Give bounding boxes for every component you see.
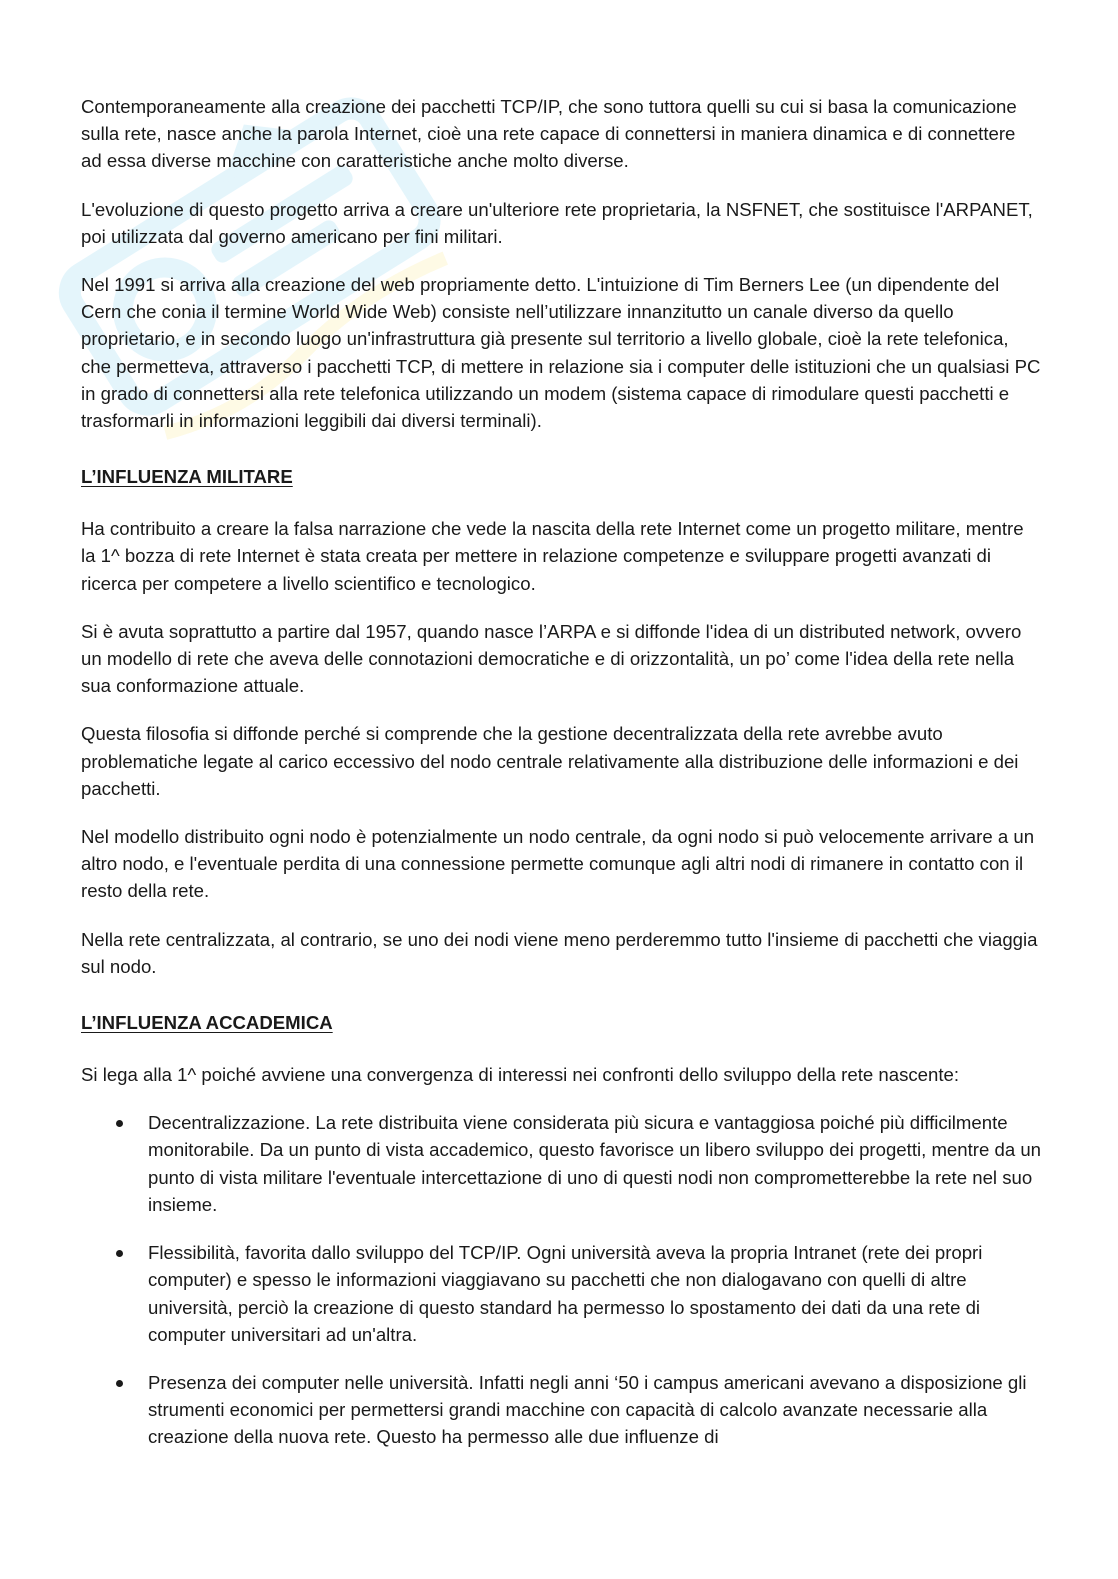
military-paragraph-4: Nel modello distribuito ogni nodo è potenzialmente un nodo centrale, da ogni nodo si può velocemente arrivare a un altro nodo, e l'eventuale perdita di una connessione permette comunque agli altri nodi di rimanere in contatto con il resto della rete.	[81, 826, 1035, 902]
military-paragraph-3: Questa filosofia si diffonde perché si comprende che la gestione decentralizzata della rete avrebbe avuto problematiche legate al carico eccessivo del nodo centrale relativamente alla distribuzione delle informazioni e dei pacchetti.	[81, 723, 1019, 799]
bullet-text: Flessibilità, favorita dallo sviluppo del TCP/IP. Ogni università aveva la propria Intranet (rete dei propri computer) e spesso le informazioni viaggiavano su pacchetti che non dialogavano con quelli di altre università, perciò la creazione di questo standard ha permesso lo spostamento dei dati da una rete di computer universitari ad un'altra.	[148, 1242, 983, 1345]
intro-paragraph-3: Nel 1991 si arriva alla creazione del web propriamente detto. L'intuizione di Tim Berners Lee (un dipendente del Cern che conia il termine World Wide Web) consiste nell’utilizzare innanzitutto un canale diverso da quello proprietario, e in secondo luogo un'infrastruttura già presente sul territorio a livello globale, cioè la rete telefonica, che permetteva, attraverso i pacchetti TCP, di mettere in relazione sia i computer delle istituzioni che un qualsiasi PC in grado di connettersi alla rete telefonica utilizzando un modem (sistema capace di rimodulare questi pacchetti e trasformarli in informazioni leggibili dai diversi terminali).	[81, 274, 1041, 432]
military-paragraph-2: Si è avuta soprattutto a partire dal 1957, quando nasce l’ARPA e si diffonde l'idea di un distributed network, ovvero un modello di rete che aveva delle connotazioni democratiche e di orizzontalità, un po’ come l'idea della rete nella sua conformazione attuale.	[81, 620, 1022, 697]
list-item	[81, 1369, 1041, 1451]
bullet-icon	[116, 1250, 123, 1257]
academic-intro: Si lega alla 1^ poiché avviene una convergenza di interessi nei confronti dello sviluppo della rete nascente:	[81, 1064, 960, 1086]
military-paragraph-1: Ha contribuito a creare la falsa narrazione che vede la nascita della rete Internet come un progetto militare, mentre la 1^ bozza di rete Internet è stata creata per mettere in relazione competenze e sviluppare progetti avanzati di ricerca per competere a livello scientifico e tecnologico.	[81, 518, 1024, 594]
academic-bullet-list	[81, 1109, 1041, 1450]
list-item	[81, 1109, 1041, 1218]
military-heading: L’INFLUENZA MILITARE	[81, 466, 293, 488]
bullet-text: Decentralizzazione. La rete distribuita viene considerata più sicura e vantaggiosa poiché più difficilmente monitorabile. Da un punto di vista accademico, questo favorisce un libero sviluppo dei progetti, mentre da un punto di vista militare l'eventuale intercettazione di uno di questi nodi non comprometterebbe la rete nel suo insieme.	[148, 1112, 1042, 1215]
intro-paragraph-1: Contemporaneamente alla creazione dei pacchetti TCP/IP, che sono tuttora quelli su cui si basa la comunicazione sulla rete, nasce anche la parola Internet, cioè una rete capace di connettersi in maniera dinamica e di connettere ad essa diverse macchine con caratteristiche anche molto diverse.	[81, 96, 1017, 172]
bullet-icon	[116, 1380, 123, 1387]
bullet-text: Presenza dei computer nelle università. Infatti negli anni ‘50 i campus americani avevano a disposizione gli strumenti economici per permettersi grandi macchine con capacità di calcolo avanzate necessarie alla creazione della nuova rete. Questo ha permesso alle due influenze di	[148, 1371, 1027, 1448]
document-page	[81, 93, 1041, 1472]
bullet-icon	[116, 1120, 123, 1127]
academic-heading: L’INFLUENZA ACCADEMICA	[81, 1012, 333, 1034]
military-paragraph-5: Nella rete centralizzata, al contrario, se uno dei nodi viene meno perderemmo tutto l'insieme di pacchetti che viaggia sul nodo.	[81, 928, 1038, 977]
list-item	[81, 1239, 1041, 1348]
intro-paragraph-2: L'evoluzione di questo progetto arriva a creare un'ulteriore rete proprietaria, la NSFNET, che sostituisce l'ARPANET, poi utilizzata dal governo americano per fini militari.	[81, 198, 1033, 247]
